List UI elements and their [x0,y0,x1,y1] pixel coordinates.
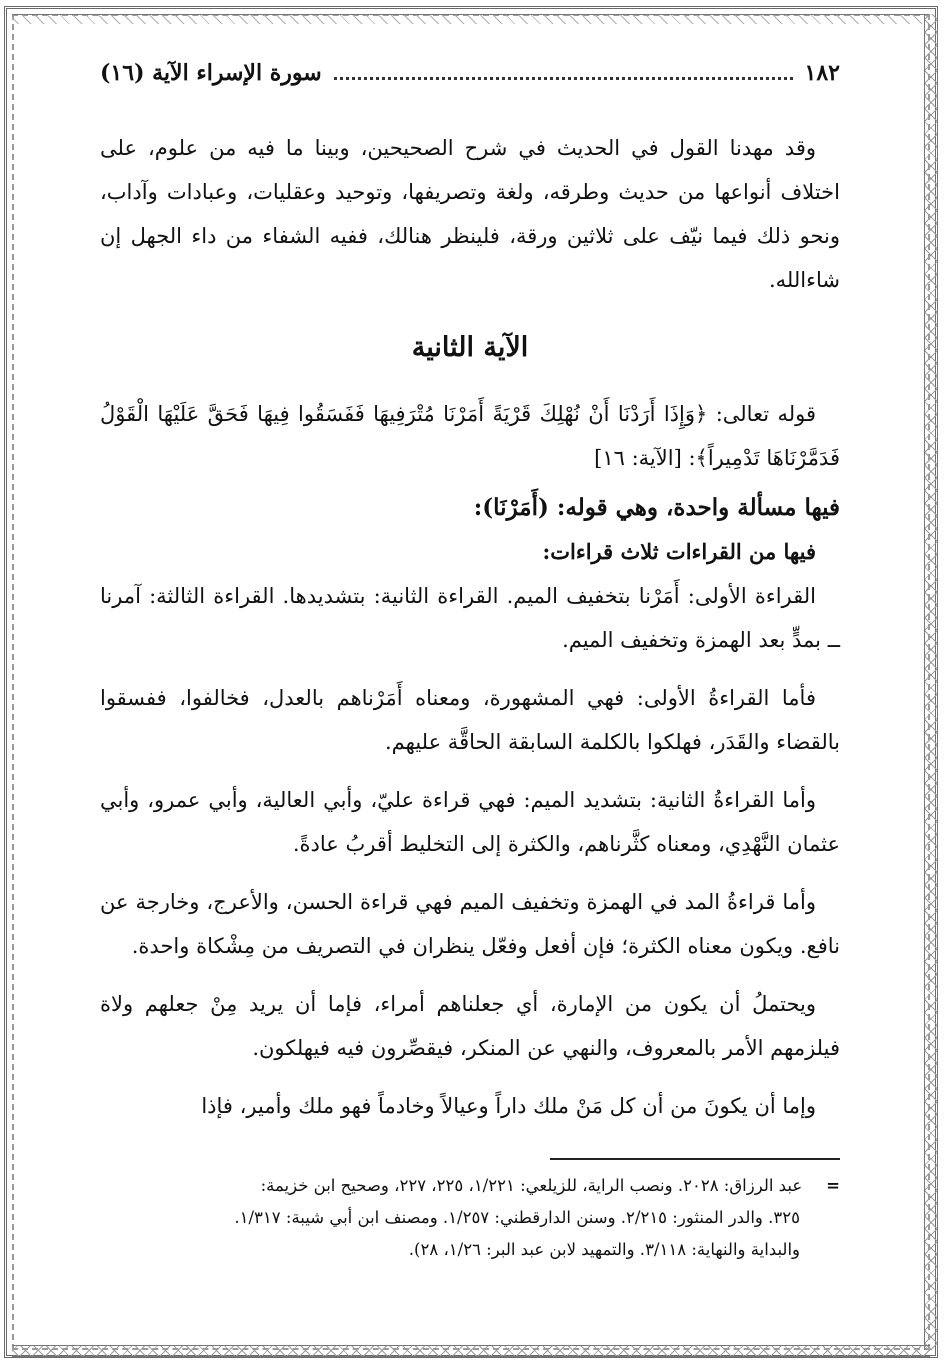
page-number: ١٨٢ [804,60,840,86]
footnote-separator [550,1158,840,1160]
footnote-text-1: عبد الرزاق: ٢٠٢٨. ونصب الراية، للزيلعي: ١/٢٢١، ٢٢٥، ٢٢٧، وصحيح ابن خزيمة: [260,1176,803,1195]
running-header [100,60,840,106]
paragraph-ownership: وإما أن يكونَ من أن كل مَنْ ملك داراً وعيالاً وخادماً فهو ملك وأمير، فإذا [201,1094,816,1118]
intro-paragraph: وقد مهدنا القول في الحديث في شرح الصحيحين، وبينا ما فيه من علوم، على اختلاف أنواعها من حديث وطرقه، ولغة وتصريفها، وتوحيد وعقليات، وعبادات وآداب، ونحو ذلك فيما نيّف على ثلاثين ورقة، فلينظر هنالك، ففيه الشفاء من داء الجهل إن شاءالله. [100,136,840,292]
page-border-right-ornament [924,14,938,1350]
paragraph-imara: ويحتملُ أن يكون من الإمارة، أي جعلناهم أمراء، فإما أن يريد مِنْ جعلهم ولاة فيلزمهم الأمر بالمعروف، والنهي عن المنكر، فيقصِّرون فيه فيهلكون. [100,992,840,1060]
footnote-line-1 [100,1170,840,1202]
readings-intro: فيها من القراءات ثلاث قراءات: [542,539,816,564]
paragraph-second-reading: وأما القراءةُ الثانية: بتشديد الميم: فهي قراءة عليّ، وأبي العالية، وأبي عمرو، وأبي عثمان النَّهْدِي، ومعناه كثَّرناهم، والكثرة إلى التخليط أقربُ عادةً. [100,788,840,856]
footnote-continuation-marker: = [826,1176,840,1195]
verse-paragraph: قوله تعالى: ﴿وَإِذَا أَرَدْنَا أَنْ نُهْلِكَ قَرْيَةً أَمَرْنَا مُتْرَفِيهَا فَفَسَقُوا فِيهَا فَحَقَّ عَلَيْهَا الْقَوْلُ فَدَمَّرْنَاهَا تَدْمِيراً﴾: [الآية: ١٦] [100,402,840,470]
footnote-line-2: ٣٢٥. والدر المنثور: ٢/٢١٥. وسنن الدارقطني: ١/٢٥٧. ومصنف ابن أبي شيبة: ١/٣١٧. [234,1208,800,1227]
page-border-bottom-ornament [12,1345,930,1357]
paragraph-first-reading: فأما القراءةُ الأولى: فهي المشهورة، ومعناه أَمَرْناهم بالعدل، فخالفوا، ففسقوا بالقضاء والقَدَر، فهلكوا بالكلمة السابقة الحاقَّة عليهم. [100,686,840,754]
page-border-top-ornament [12,14,930,24]
paragraph-readings: القراءة الأولى: أَمَرْنا بتخفيف الميم. القراءة الثانية: بتشديدها. القراءة الثالثة: آمرنا ــ بمدٍّ بعد الهمزة وتخفيف الميم. [100,584,840,652]
footnote-line-3: والبداية والنهاية: ٣/١١٨. والتمهيد لابن عبد البر: ١/٢٦، ٢٨). [408,1240,800,1259]
question-heading: فيها مسألة واحدة، وهي قوله: (أَمَرْنَا): [473,494,840,521]
section-heading: الآية الثانية [411,332,529,363]
header-dot-leader [334,77,793,80]
page-content [100,60,840,1266]
header-title: سورة الإسراء الآية (١٦) [100,60,322,86]
paragraph-third-reading: وأما قراءةُ المد في الهمزة وتخفيف الميم فهي قراءة الحسن، والأعرج، وخارجة عن نافع. ويكون معناه الكثرة؛ فإن أفعل وفعّل ينظران في التصريف من مِشْكاة واحدة. [100,890,840,958]
